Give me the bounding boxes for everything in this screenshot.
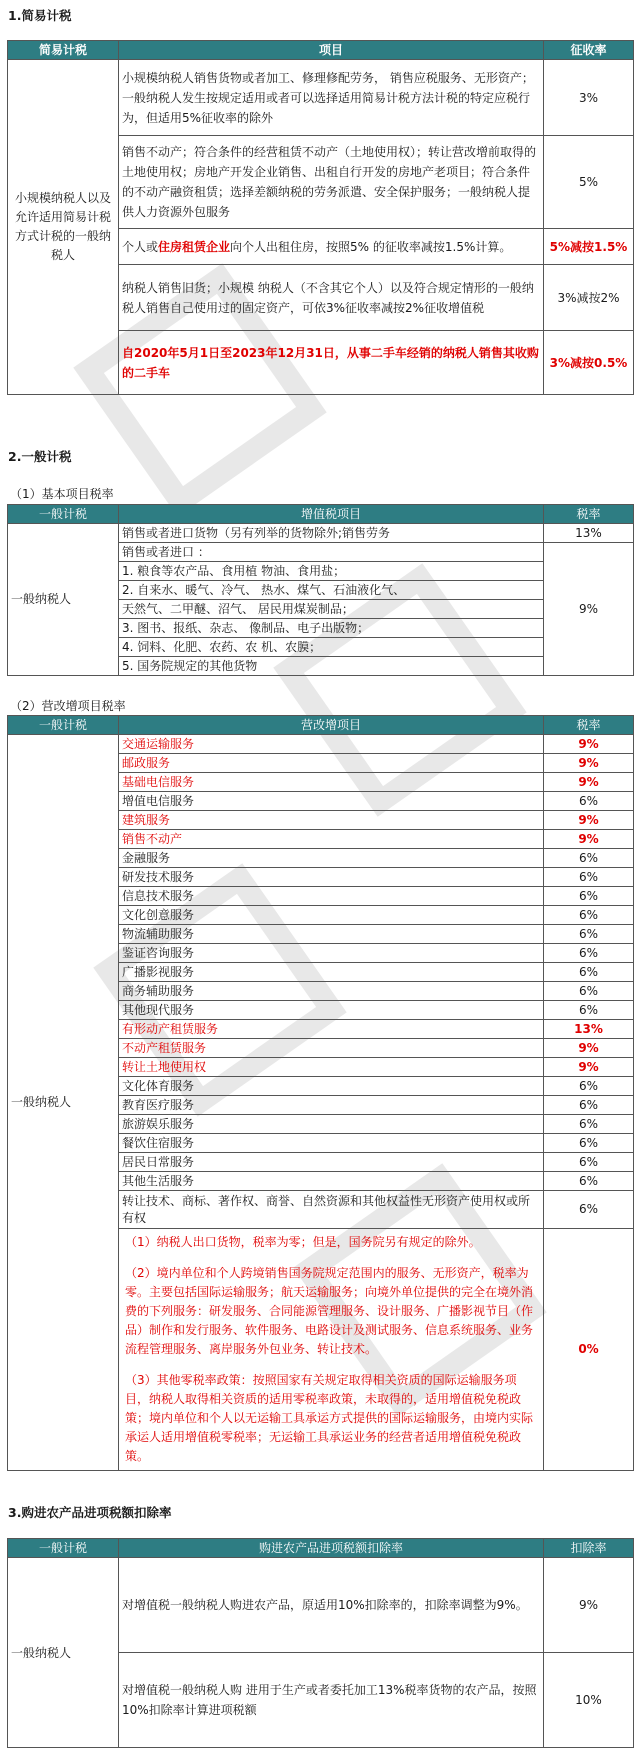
item-cell: 建筑服务 bbox=[119, 811, 544, 830]
item-cell: 销售或者进口 ： bbox=[119, 543, 544, 562]
header-reform-item: 营改增项目 bbox=[119, 716, 544, 735]
item-cell: 2. 自来水、暖气、冷气、 热水、煤气、石油液化气、 bbox=[119, 581, 544, 600]
rate-cell: 6% bbox=[544, 944, 634, 963]
header-general-tax: 一般计税 bbox=[8, 505, 119, 524]
rate-cell: 6% bbox=[544, 1077, 634, 1096]
rate-cell: 9% bbox=[544, 773, 634, 792]
taxpayer-type: 一般纳税人 bbox=[8, 1558, 119, 1748]
item-cell: 金融服务 bbox=[119, 849, 544, 868]
item-cell: 居民日常服务 bbox=[119, 1153, 544, 1172]
taxpayer-type: 小规模纳税人以及允许适用简易计税方式计税的一般纳税人 bbox=[8, 60, 119, 395]
item-cell: 天然气、二甲醚、沼气、 居民用煤炭制品； bbox=[119, 600, 544, 619]
rate-cell: 9% bbox=[544, 1558, 634, 1653]
item-cell: 销售不动产；符合条件的经营租赁不动产（土地使用权）；转让营改增前取得的土地使用权；房地产开发企业销售、出租自行开发的房地产老项目；符合条件的不动产融资租赁；选择差额纳税的劳务派遣、安全保护服务；一般纳税人提供人力资源外包服务 bbox=[119, 136, 544, 229]
header-item: 项目 bbox=[119, 41, 544, 60]
item-cell: 基础电信服务 bbox=[119, 773, 544, 792]
item-cell: 4. 饲料、化肥、农药、农 机、农膜； bbox=[119, 638, 544, 657]
rate-cell: 6% bbox=[544, 963, 634, 982]
rate-cell: 6% bbox=[544, 1153, 634, 1172]
item-cell: 商务辅助服务 bbox=[119, 982, 544, 1001]
item-cell: 其他生活服务 bbox=[119, 1172, 544, 1191]
header-general-tax: 一般计税 bbox=[8, 716, 119, 735]
zero-rate-paragraph: （1）纳税人出口货物，税率为零；但是，国务院另有规定的除外。 bbox=[125, 1235, 481, 1249]
item-cell: 物流辅助服务 bbox=[119, 925, 544, 944]
vat-reform-rate-table bbox=[7, 715, 634, 1471]
item-cell: 自2020年5月1日至2023年12月31日，从事二手车经销的纳税人销售其收购的二手车 bbox=[119, 331, 544, 395]
rate-cell: 10% bbox=[544, 1653, 634, 1748]
item-cell: 对增值税一般纳税人购进农产品，原适用10%扣除率的，扣除率调整为9%。 bbox=[119, 1558, 544, 1653]
rate-cell: 13% bbox=[544, 524, 634, 543]
item-cell: 销售或者进口货物（另有列举的货物除外;销售劳务 bbox=[119, 524, 544, 543]
item-cell: 信息技术服务 bbox=[119, 887, 544, 906]
section-title-simple-tax: 1.简易计税 bbox=[8, 8, 72, 23]
header-rate: 税率 bbox=[544, 716, 634, 735]
rate-cell: 3% bbox=[544, 60, 634, 136]
rate-cell: 5% bbox=[544, 136, 634, 229]
header-deduction-rate: 扣除率 bbox=[544, 1539, 634, 1558]
zero-rate-policy-cell bbox=[119, 1229, 544, 1471]
rate-cell: 6% bbox=[544, 925, 634, 944]
rate-cell: 9% bbox=[544, 1058, 634, 1077]
taxpayer-type: 一般纳税人 bbox=[8, 735, 119, 1471]
agri-deduction-table bbox=[7, 1538, 634, 1748]
item-cell: 文化创意服务 bbox=[119, 906, 544, 925]
header-rate: 税率 bbox=[544, 505, 634, 524]
item-cell: 餐饮住宿服务 bbox=[119, 1134, 544, 1153]
rate-cell: 6% bbox=[544, 1001, 634, 1020]
item-cell: 邮政服务 bbox=[119, 754, 544, 773]
item-cell: 其他现代服务 bbox=[119, 1001, 544, 1020]
item-cell: 5. 国务院规定的其他货物 bbox=[119, 657, 544, 676]
section-title-general-tax: 2.一般计税 bbox=[8, 449, 72, 464]
highlight-text: 住房租赁企业 bbox=[158, 239, 231, 254]
rate-cell: 5%减按1.5% bbox=[544, 229, 634, 265]
item-cell: 不动产租赁服务 bbox=[119, 1039, 544, 1058]
item-cell: 文化体育服务 bbox=[119, 1077, 544, 1096]
rate-cell: 9% bbox=[544, 811, 634, 830]
item-cell: 交通运输服务 bbox=[119, 735, 544, 754]
rate-cell: 3%减按0.5% bbox=[544, 331, 634, 395]
taxpayer-type: 一般纳税人 bbox=[8, 524, 119, 676]
rate-cell: 6% bbox=[544, 1172, 634, 1191]
rate-cell: 6% bbox=[544, 849, 634, 868]
basic-rate-table bbox=[7, 504, 634, 676]
header-levy-rate: 征收率 bbox=[544, 41, 634, 60]
rate-cell: 6% bbox=[544, 792, 634, 811]
rate-cell: 9% bbox=[544, 754, 634, 773]
subsection-basic-rates: （1）基本项目税率 bbox=[10, 487, 114, 501]
item-cell: 个人或住房租赁企业向个人出租住房，按照5% 的征收率减按1.5%计算。 bbox=[119, 229, 544, 265]
item-cell: 转让技术、商标、著作权、商誉、自然资源和其他权益性无形资产使用权或所有权 bbox=[119, 1191, 544, 1229]
item-cell: 对增值税一般纳税人购 进用于生产或者委托加工13%税率货物的农产品，按照10%扣除率计算进项税额 bbox=[119, 1653, 544, 1748]
rate-cell: 6% bbox=[544, 887, 634, 906]
rate-cell: 6% bbox=[544, 1115, 634, 1134]
subsection-vat-reform-rates: （2）营改增项目税率 bbox=[10, 699, 126, 713]
rate-cell: 6% bbox=[544, 906, 634, 925]
rate-cell: 9% bbox=[544, 735, 634, 754]
simple-tax-table bbox=[7, 40, 634, 395]
item-cell: 1. 粮食等农产品、食用植 物油、食用盐； bbox=[119, 562, 544, 581]
rate-cell: 9% bbox=[544, 830, 634, 849]
item-cell: 广播影视服务 bbox=[119, 963, 544, 982]
zero-rate-paragraph: （2）境内单位和个人跨境销售国务院规定范围内的服务、无形资产，税率为零。主要包括国际运输服务；航天运输服务；向境外单位提供的完全在境外消费的下列服务：研发服务、合同能源管理服务、设计服务、广播影视节目（作品）制作和发行服务、软件服务、电路设计及测试服务、信息系统服务、业务流程管理服务、离岸服务外包业务、转让技术。 bbox=[125, 1266, 534, 1356]
rate-cell: 13% bbox=[544, 1020, 634, 1039]
item-cell: 增值电信服务 bbox=[119, 792, 544, 811]
rate-cell: 9% bbox=[544, 1039, 634, 1058]
rate-cell: 0% bbox=[544, 1229, 634, 1471]
rate-cell: 6% bbox=[544, 1096, 634, 1115]
item-cell: 研发技术服务 bbox=[119, 868, 544, 887]
header-general-tax: 一般计税 bbox=[8, 1539, 119, 1558]
item-cell: 3. 图书、报纸、杂志、 像制品、电子出版物； bbox=[119, 619, 544, 638]
item-cell: 旅游娱乐服务 bbox=[119, 1115, 544, 1134]
zero-rate-paragraph: （3）其他零税率政策：按照国家有关规定取得相关资质的国际运输服务项目，纳税人取得相关资质的适用零税率政策，未取得的，适用增值税免税政策；境内单位和个人以无运输工具承运方式提供的国际运输服务，由境内实际承运人适用增值税零税率；无运输工具承运业务的经营者适用增值税免税政策。 bbox=[125, 1373, 534, 1463]
item-cell: 纳税人销售旧货；小规模 纳税人（不含其它个人）以及符合规定情形的一般纳税人销售自己使用过的固定资产，可依3%征收率减按2%征收增值税 bbox=[119, 265, 544, 331]
rate-cell: 9% bbox=[544, 543, 634, 676]
table-row bbox=[8, 735, 634, 754]
rate-cell: 6% bbox=[544, 1134, 634, 1153]
rate-cell: 6% bbox=[544, 1191, 634, 1229]
item-cell: 小规模纳税人销售货物或者加工、修理修配劳务， 销售应税服务、无形资产；一般纳税人发生按规定适用或者可以选择适用简易计税方法计税的特定应税行为，但适用5%征收率的除外 bbox=[119, 60, 544, 136]
item-cell: 教育医疗服务 bbox=[119, 1096, 544, 1115]
item-cell: 转让土地使用权 bbox=[119, 1058, 544, 1077]
rate-cell: 3%减按2% bbox=[544, 265, 634, 331]
header-vat-item: 增值税项目 bbox=[119, 505, 544, 524]
section-title-agri-deduction: 3.购进农产品进项税额扣除率 bbox=[8, 1505, 172, 1520]
rate-cell: 6% bbox=[544, 982, 634, 1001]
rate-cell: 6% bbox=[544, 868, 634, 887]
item-cell: 鉴证咨询服务 bbox=[119, 944, 544, 963]
item-cell: 销售不动产 bbox=[119, 830, 544, 849]
header-deduction-item: 购进农产品进项税额扣除率 bbox=[119, 1539, 544, 1558]
header-simple-tax: 简易计税 bbox=[8, 41, 119, 60]
item-cell: 有形动产租赁服务 bbox=[119, 1020, 544, 1039]
